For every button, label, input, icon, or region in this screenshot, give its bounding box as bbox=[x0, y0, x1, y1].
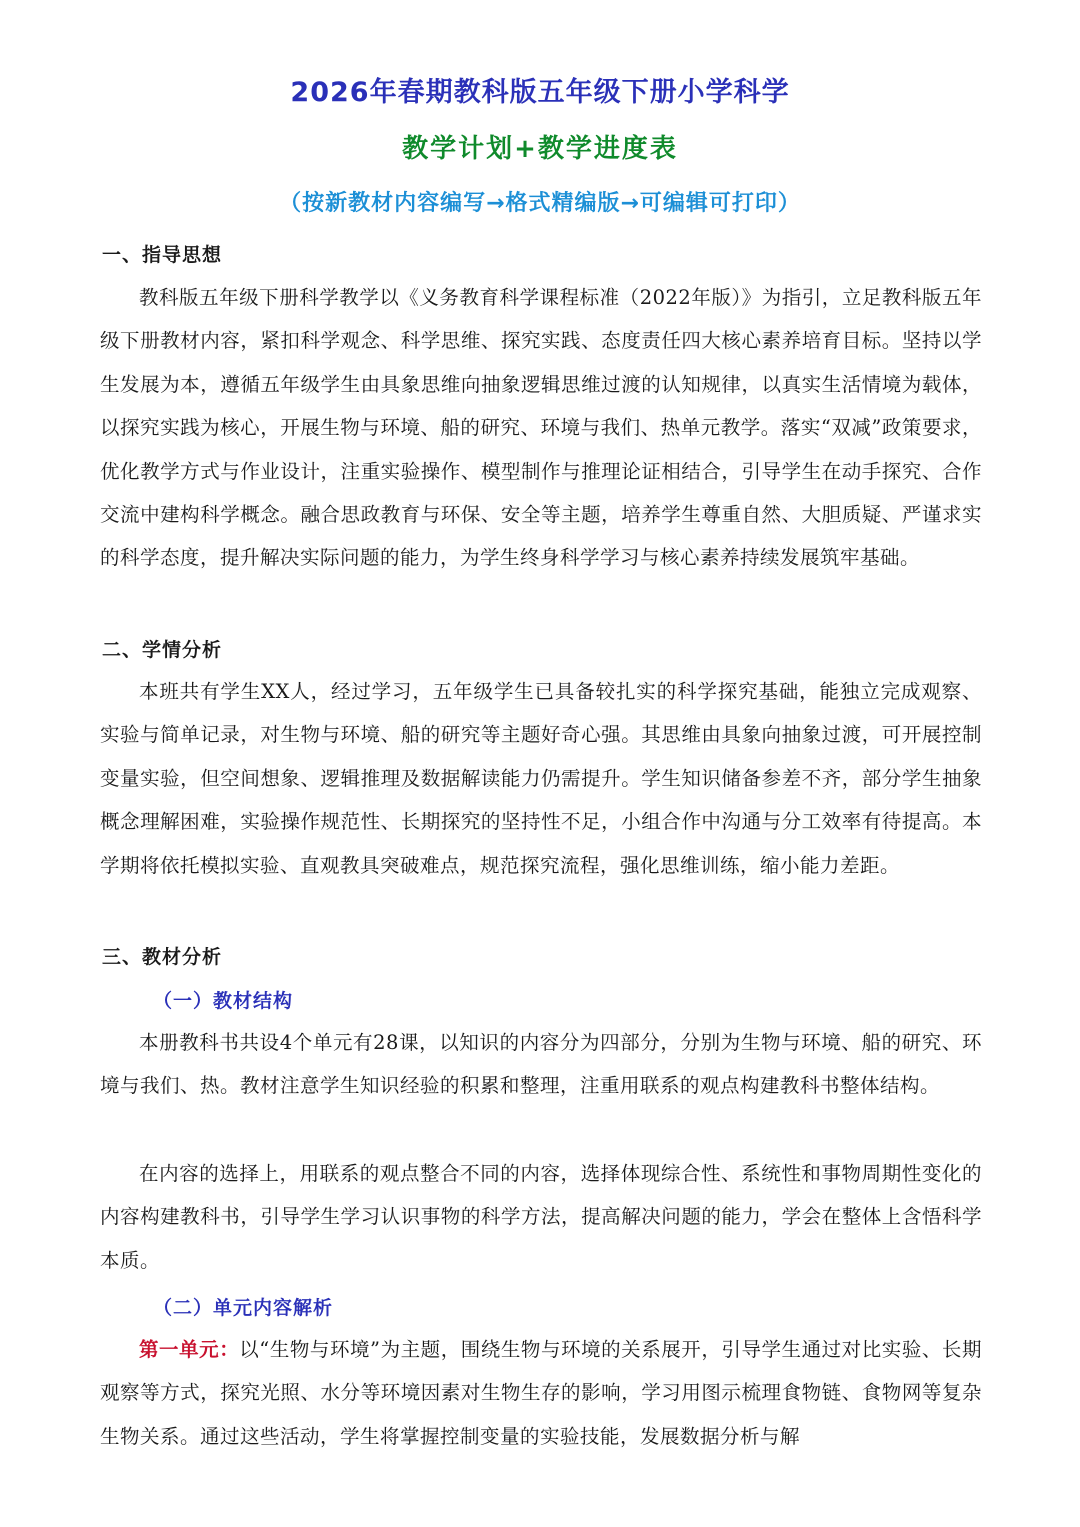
document-note: （按新教材内容编写→格式精编版→可编辑可打印） bbox=[279, 191, 801, 216]
section-heading-textbook: 三、教材分析 bbox=[102, 946, 223, 968]
unit1-label: 第一单元： bbox=[139, 1338, 240, 1361]
section-heading-learner: 二、学情分析 bbox=[102, 639, 223, 661]
unit1-text: 以“生物与环境”为主题，围绕生物与环境的关系展开，引导学生通过对比实验、长期观察等方式，探究光照、水分等环境因素对生物生存的影响，学习用图示梳理食物链、食物网等复杂生物关系。通过这些活动，学生将掌握控制变量的实验技能，发展数据分析与解 bbox=[100, 1338, 982, 1448]
structure-paragraph-1: 本册教科书共设4个单元有28课，以知识的内容分为四部分，分别为生物与环境、船的研究、环境与我们、热。教材注意学生知识经验的积累和整理，注重用联系的观点构建教科书整体结构。 bbox=[100, 1031, 982, 1098]
document-title: 2026年春期教科版五年级下册小学科学 bbox=[290, 77, 790, 108]
structure-paragraph-2: 在内容的选择上，用联系的观点整合不同的内容，选择体现综合性、系统性和事物周期性变化的内容构建教科书，引导学生学习认识事物的科学方法，提高解决问题的能力，学会在整体上含悟科学本质。 bbox=[100, 1162, 982, 1272]
section-heading-guiding: 一、指导思想 bbox=[102, 244, 223, 266]
guiding-paragraph: 教科版五年级下册科学教学以《义务教育科学课程标准（2022年版）》为指引，立足教科版五年级下册教材内容，紧扣科学观念、科学思维、探究实践、态度责任四大核心素养培育目标。坚持以学生发展为本，遵循五年级学生由具象思维向抽象逻辑思维过渡的认知规律，以真实生活情境为载体，以探究实践为核心，开展生物与环境、船的研究、环境与我们、热单元教学。落实“双减”政策要求，优化教学方式与作业设计，注重实验操作、模型制作与推理论证相结合，引导学生在动手探究、合作交流中建构科学概念。融合思政教育与环保、安全等主题，培养学生尊重自然、大胆质疑、严谨求实的科学态度，提升解决实际问题的能力，为学生终身科学学习与核心素养持续发展筑牢基础。 bbox=[100, 286, 982, 570]
document-subtitle: 教学计划+教学进度表 bbox=[402, 134, 678, 164]
unit1-paragraph bbox=[100, 1328, 982, 1458]
subheading-textbook-structure: （一）教材结构 bbox=[153, 990, 294, 1012]
subheading-unit-analysis: （二）单元内容解析 bbox=[153, 1297, 334, 1319]
learner-paragraph: 本班共有学生XX人，经过学习，五年级学生已具备较扎实的科学探究基础，能独立完成观察、实验与简单记录，对生物与环境、船的研究等主题好奇心强。其思维由具象向抽象过渡，可开展控制变量实验，但空间想象、逻辑推理及数据解读能力仍需提升。学生知识储备参差不齐，部分学生抽象概念理解困难，实验操作规范性、长期探究的坚持性不足，小组合作中沟通与分工效率有待提高。本学期将依托模拟实验、直观教具突破难点，规范探究流程，强化思维训练，缩小能力差距。 bbox=[100, 680, 982, 877]
